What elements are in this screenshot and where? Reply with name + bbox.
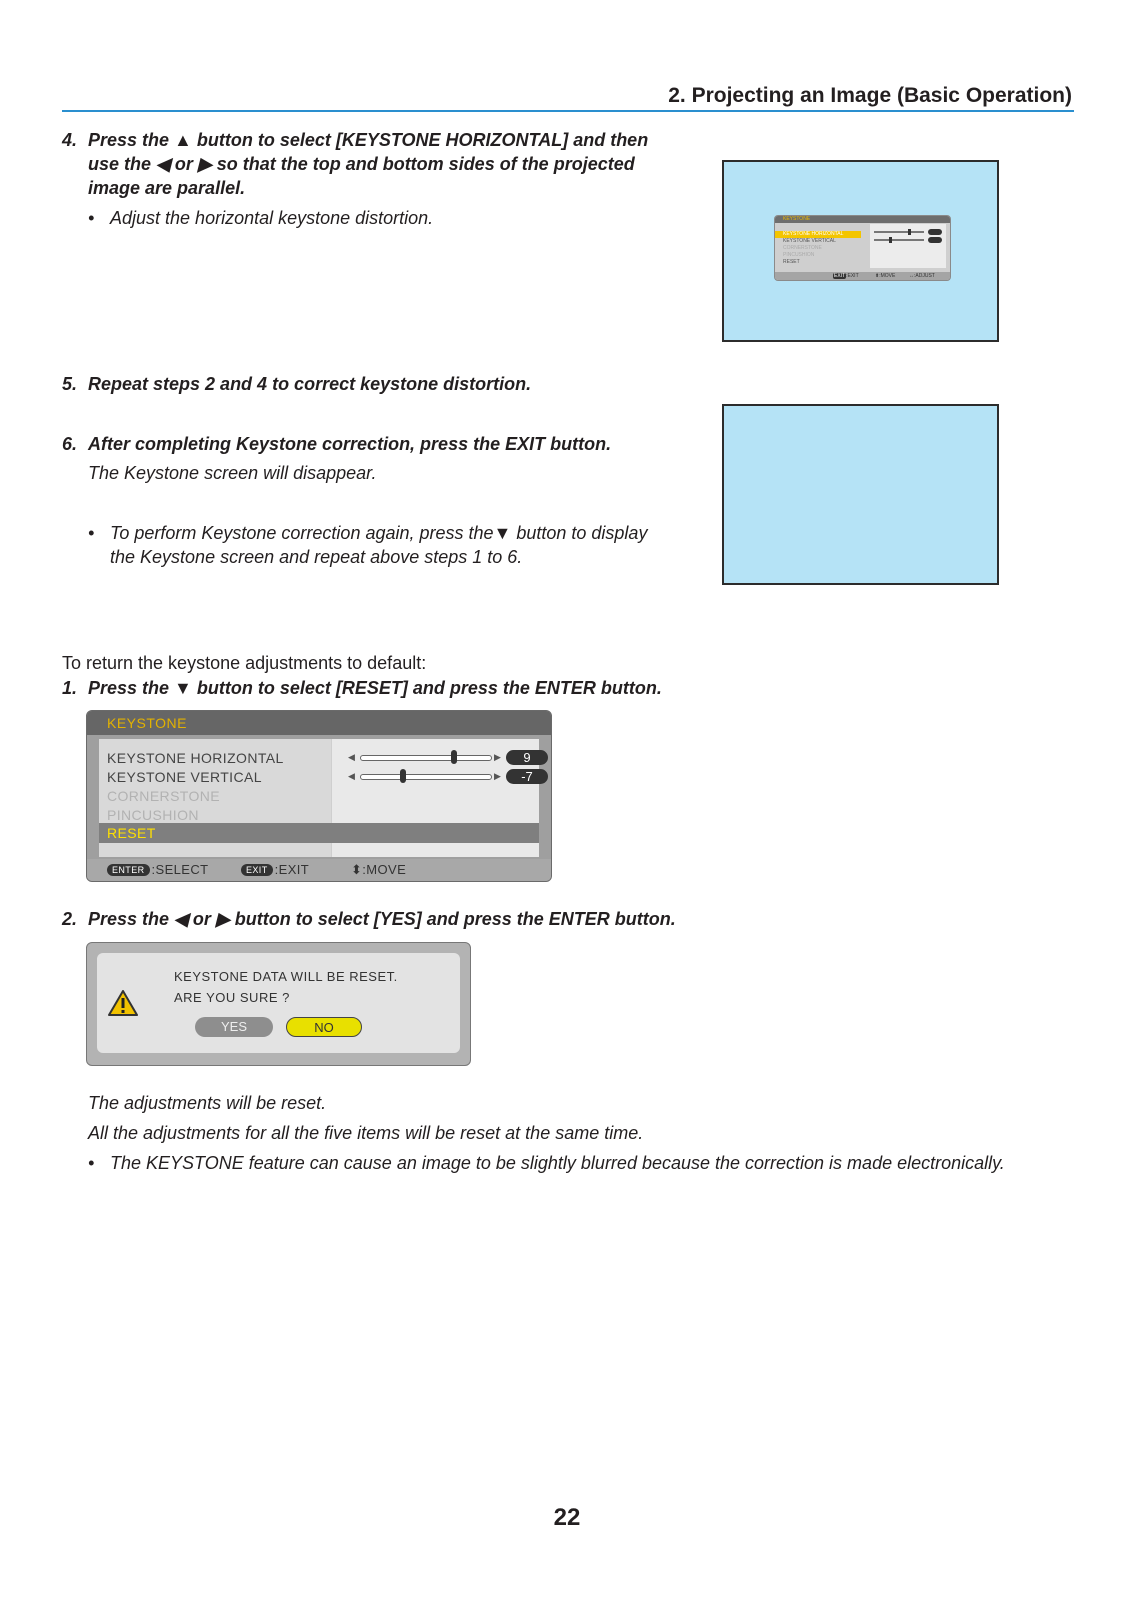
step-4-line-1: Press the ▲ button to select [KEYSTONE HORIZONTAL] and then	[88, 130, 649, 150]
projected-screen-with-osd	[722, 160, 999, 342]
keystone-horizontal-knob[interactable]	[451, 750, 457, 764]
slider-right-arrow-icon[interactable]: ▶	[494, 771, 501, 781]
keystone-horizontal-value: 9	[506, 750, 548, 765]
page-number: 22	[553, 1504, 581, 1531]
osd-item-reset[interactable]: RESET	[107, 825, 156, 841]
dialog-panel	[97, 953, 460, 1053]
section-rule	[62, 110, 1074, 112]
mini-slider-horizontal	[874, 231, 924, 233]
mini-osd-footer	[775, 272, 950, 280]
mini-osd-item-vertical: KEYSTONE VERTICAL	[783, 238, 836, 244]
step-6-bullet	[88, 521, 698, 569]
step-4-bullet-text: Adjust the horizontal keystone distortion.	[110, 208, 434, 228]
reset-step-2	[62, 907, 782, 931]
osd-selection-highlight	[99, 823, 539, 843]
step-6	[62, 432, 702, 456]
mini-osd-item-cornerstone: CORNERSTONE	[783, 245, 822, 251]
step-6-bullet-line-1: To perform Keystone correction again, press the▼ button to display	[110, 523, 648, 543]
projected-screen-blank	[722, 404, 999, 585]
closing-bullet-text: The KEYSTONE feature can cause an image to be slightly blurred because the correction is made electronically.	[110, 1153, 1005, 1173]
dialog-message-line-1: KEYSTONE DATA WILL BE RESET.	[174, 969, 398, 984]
osd-item-keystone-horizontal[interactable]: KEYSTONE HORIZONTAL	[107, 750, 284, 766]
step-4-number: 4.	[62, 130, 78, 150]
mini-osd-item-horizontal: KEYSTONE HORIZONTAL	[775, 231, 861, 238]
keystone-vertical-knob[interactable]	[400, 769, 406, 783]
slider-left-arrow-icon[interactable]: ◀	[348, 771, 355, 781]
bullet-dot: •	[88, 1153, 95, 1173]
section-title: 2. Projecting an Image (Basic Operation)	[668, 84, 1072, 107]
bullet-dot: •	[88, 523, 95, 543]
mini-value-horizontal	[928, 229, 942, 235]
osd-item-cornerstone[interactable]: CORNERSTONE	[107, 788, 221, 804]
mini-slider-horizontal-knob	[908, 229, 911, 235]
closing-bullet	[88, 1151, 1078, 1175]
exit-key-icon: EXIT	[241, 864, 273, 876]
keystone-osd	[86, 710, 552, 882]
reset-step-1-number: 1.	[62, 678, 78, 698]
osd-header	[87, 711, 551, 735]
closing-line-1: The adjustments will be reset.	[88, 1093, 327, 1113]
footer-move: ⬍:MOVE	[351, 862, 407, 877]
footer-select: ENTER :SELECT	[107, 862, 209, 877]
step-4-line-3: image are parallel.	[88, 178, 246, 198]
slider-right-arrow-icon[interactable]: ▶	[494, 752, 501, 762]
osd-item-pincushion[interactable]: PINCUSHION	[107, 807, 199, 823]
reset-intro: To return the keystone adjustments to default:	[62, 653, 427, 673]
warning-icon	[107, 989, 139, 1017]
bullet-dot: •	[88, 208, 95, 228]
mini-osd-item-reset: RESET	[783, 259, 800, 265]
dialog-message-line-2: ARE YOU SURE ?	[174, 990, 290, 1005]
mini-foot-adjust: ↔:ADJUST	[909, 273, 935, 279]
mini-keystone-osd	[774, 215, 951, 281]
mini-foot-move: ⬍:MOVE	[875, 273, 896, 279]
step-6-text: After completing Keystone correction, press the EXIT button.	[88, 434, 612, 454]
no-button[interactable]: NO	[286, 1017, 362, 1037]
reset-step-2-text: Press the ◀ or ▶ button to select [YES] and press the ENTER button.	[88, 909, 676, 929]
mini-foot-exit: EXIT:EXIT	[834, 273, 859, 279]
keystone-vertical-value: -7	[506, 769, 548, 784]
reset-step-2-number: 2.	[62, 909, 78, 929]
reset-confirm-dialog	[86, 942, 471, 1066]
step-4	[62, 128, 702, 200]
mini-osd-item-pincushion: PINCUSHION	[783, 252, 815, 258]
reset-step-1	[62, 676, 782, 700]
osd-body	[99, 739, 539, 857]
step-5-text: Repeat steps 2 and 4 to correct keystone distortion.	[88, 374, 532, 394]
step-6-note: The Keystone screen will disappear.	[88, 463, 377, 483]
osd-footer	[87, 859, 551, 881]
closing-line-2: All the adjustments for all the five items will be reset at the same time.	[88, 1123, 644, 1143]
step-5-number: 5.	[62, 374, 78, 394]
mini-osd-title: KEYSTONE	[775, 216, 950, 223]
step-6-number: 6.	[62, 434, 78, 454]
step-5	[62, 372, 702, 396]
enter-key-icon: ENTER	[107, 864, 150, 876]
keystone-horizontal-track[interactable]	[360, 755, 492, 761]
osd-title: KEYSTONE	[107, 715, 187, 731]
slider-left-arrow-icon[interactable]: ◀	[348, 752, 355, 762]
step-6-bullet-line-2: the Keystone screen and repeat above steps 1 to 6.	[110, 547, 523, 567]
step-4-line-2: use the ◀ or ▶ so that the top and bottom sides of the projected	[88, 154, 635, 174]
yes-button[interactable]: YES	[195, 1017, 273, 1037]
reset-step-1-text: Press the ▼ button to select [RESET] and press the ENTER button.	[88, 678, 662, 698]
osd-item-keystone-vertical[interactable]: KEYSTONE VERTICAL	[107, 769, 262, 785]
step-4-bullet	[88, 206, 688, 230]
keystone-vertical-track[interactable]	[360, 774, 492, 780]
footer-exit: EXIT :EXIT	[241, 862, 309, 877]
